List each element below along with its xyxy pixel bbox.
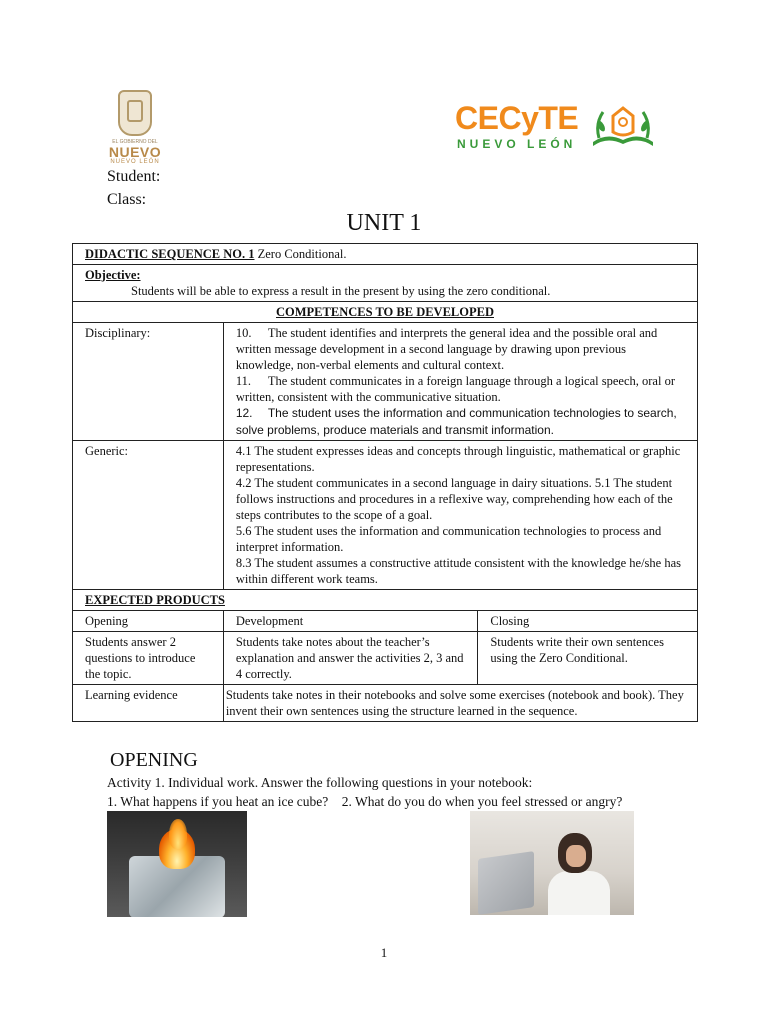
unit-title: UNIT 1	[346, 210, 422, 236]
opening-text: Students answer 2 questions to introduce the topic.	[73, 632, 224, 685]
objective-row	[73, 265, 698, 302]
activity-instructions: Activity 1. Individual work. Answer the following questions in your notebook:	[107, 775, 533, 790]
development-text: Students take notes about the teacher’s explanation and answer the activities 2, 3 and 4 correctly.	[223, 632, 478, 685]
gov-logo-top-text: EL GOBIERNO DEL	[112, 139, 158, 145]
flame-tip-icon	[169, 819, 187, 849]
generic-item: 4.1 The student expresses ideas and concepts through linguistic, mathematical or graphic representations.	[235, 444, 681, 474]
objective-label: Objective:	[85, 268, 141, 282]
person-body-shape	[548, 871, 610, 915]
generic-item: 5.6 The student uses the information and communication technologies to process and interpret information.	[235, 524, 662, 554]
expected-products-header: EXPECTED PRODUCTS	[85, 593, 225, 607]
didactic-label: DIDACTIC SEQUENCE NO. 1	[85, 247, 255, 261]
learning-text: Students take notes in their notebooks and solve some exercises (notebook and book). They invent their own sentences using the structure learned in the sequence.	[223, 685, 697, 722]
state-shield-icon	[118, 90, 152, 136]
disciplinary-item: 10. The student identifies and interprets the general idea and the possible oral and written message development in a second language by drawing upon previous knowledge, non-verbal elements and cultural context.	[235, 326, 658, 372]
didactic-row	[73, 244, 698, 265]
generic-row	[73, 441, 698, 590]
expected-products-header-row	[73, 590, 698, 611]
student-label: Student:	[107, 168, 161, 185]
generic-label: Generic:	[73, 441, 224, 590]
didactic-topic: Zero Conditional.	[254, 247, 347, 261]
col-development: Development	[223, 611, 478, 632]
class-label: Class:	[107, 191, 147, 208]
learning-evidence-row	[73, 685, 698, 722]
opening-title: OPENING	[110, 749, 198, 771]
disciplinary-item: 11. The student communicates in a foreign language through a logical speech, oral or written, consistent with the communicative situation.	[235, 374, 675, 404]
generic-item: 4.2 The student communicates in a second language in dairy situations. 5.1 The student follows instructions and procedures in a reflexive way, comprehending how each of the steps contributes to the scope of a goal.	[235, 476, 673, 522]
gov-logo-name: NUEVO	[108, 144, 162, 160]
cecyte-logo	[455, 100, 665, 158]
activity-questions: 1. What happens if you heat an ice cube? 2. What do you do when you feel stressed or angry?	[107, 794, 623, 809]
disciplinary-row	[73, 323, 698, 441]
disciplinary-label: Disciplinary:	[73, 323, 224, 441]
burning-ice-cube-image	[107, 811, 247, 917]
page-number: 1	[380, 945, 388, 960]
open-book-laurel-icon	[587, 102, 659, 152]
col-closing: Closing	[478, 611, 698, 632]
stressed-person-image	[470, 811, 634, 915]
cecyte-logo-sub: NUEVO LEÓN	[457, 137, 577, 151]
didactic-sequence-table	[72, 243, 698, 722]
generic-item: 8.3 The student assumes a constructive attitude consistent with the knowledge he/she has within different work teams.	[235, 556, 681, 586]
gov-nuevo-leon-logo	[104, 90, 166, 165]
objective-text: Students will be able to express a result in the present by using the zero conditional.	[131, 284, 551, 298]
person-face-shape	[566, 845, 586, 867]
products-values-row	[73, 632, 698, 685]
laptop-shape	[478, 851, 534, 915]
closing-text: Students write their own sentences using the Zero Conditional.	[478, 632, 698, 685]
cecyte-logo-name: CECyTE	[455, 100, 579, 136]
disciplinary-item: 12. The student uses the information and communication technologies to search, solve problems, produce materials and transmit information.	[235, 406, 677, 437]
competences-header-row	[73, 302, 698, 323]
competences-header: COMPETENCES TO BE DEVELOPED	[276, 305, 494, 319]
col-opening: Opening	[73, 611, 224, 632]
products-columns-row	[73, 611, 698, 632]
learning-label: Learning evidence	[73, 685, 224, 722]
gov-logo-sub: NUEVO LEÓN	[110, 159, 160, 165]
